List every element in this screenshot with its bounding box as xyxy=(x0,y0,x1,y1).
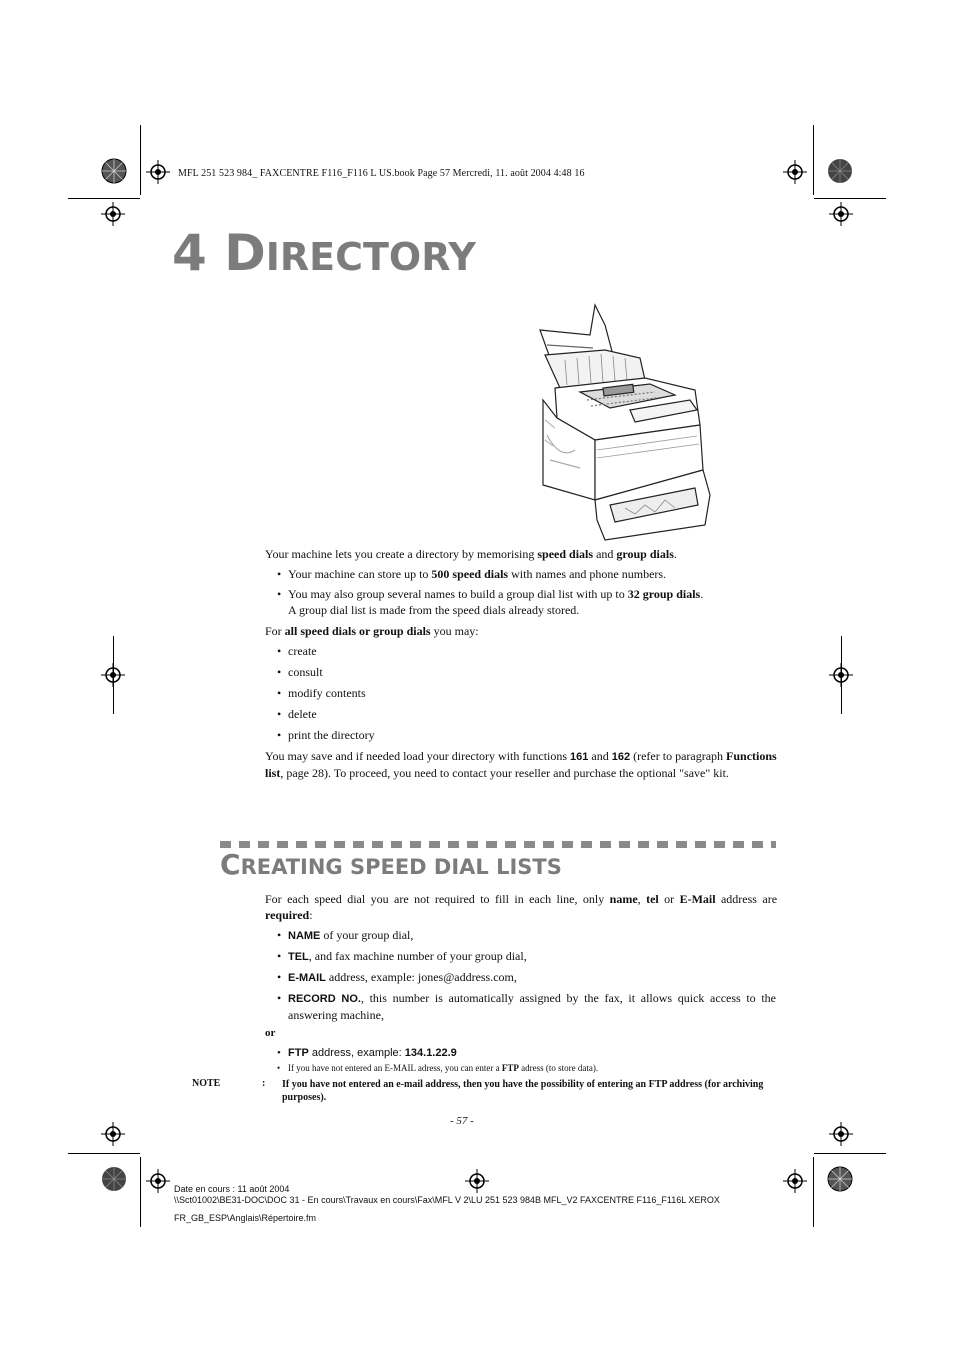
chapter-rest: IRECTORY xyxy=(265,235,476,279)
crop-mark xyxy=(140,1157,141,1227)
registration-mark-icon xyxy=(829,1122,853,1146)
fax-machine-illustration xyxy=(535,300,735,545)
crop-mark xyxy=(68,1153,140,1154)
registration-mark-icon xyxy=(783,1169,807,1193)
color-rosette-icon xyxy=(101,158,127,184)
crop-mark xyxy=(140,125,141,195)
section-divider xyxy=(220,841,776,848)
registration-mark-icon xyxy=(101,1122,125,1146)
registration-mark-icon xyxy=(829,202,853,226)
note-label: NOTE xyxy=(192,1078,221,1089)
crop-mark xyxy=(813,1157,814,1227)
registration-mark-icon xyxy=(829,663,853,687)
intro-paragraph: Your machine lets you create a directory by memorising speed dials and group dials. xyxy=(265,547,677,561)
page-number: - 57 - xyxy=(450,1115,474,1127)
crop-mark xyxy=(814,1153,886,1154)
registration-mark-icon xyxy=(146,160,170,184)
save-paragraph: You may save and if needed load your directory with functions 161 and 162 (refer to paragraph Functions list, page 28). To proceed, you need to contact your reseller and purchase the optional "save" kit. xyxy=(265,749,777,780)
crop-mark xyxy=(814,198,886,199)
registration-mark-icon xyxy=(465,1169,489,1193)
note-colon: : xyxy=(262,1078,266,1089)
footer-path: \\Sct01002\BE31-DOC\DOC 31 - En cours\Travaux en cours\Fax\MFL V 2\LU 251 523 984B MFL_V2 FAXCENTRE F116_F116L XEROX xyxy=(174,1195,720,1205)
note-text: If you have not entered an e-mail address, then you have the possibility of entering an FTP address (for archiving purposes). xyxy=(282,1079,764,1103)
footer-date: Date en cours : 11 août 2004 xyxy=(174,1184,290,1194)
color-rosette-icon xyxy=(101,1166,127,1192)
book-header: MFL 251 523 984_ FAXCENTRE F116_F116 L US.book Page 57 Mercredi, 11. août 2004 4:48 16 xyxy=(178,168,585,179)
section-paragraph: For each speed dial you are not required to fill in each line, only name, tel or E-Mail address are required: xyxy=(265,892,778,922)
footer-file: FR_GB_ESP\Anglais\Répertoire.fm xyxy=(174,1213,317,1223)
registration-mark-icon xyxy=(146,1169,170,1193)
or-label: or xyxy=(265,1027,276,1039)
chapter-number: 4 xyxy=(172,224,207,282)
color-rosette-icon xyxy=(827,1166,853,1192)
crop-mark xyxy=(813,125,814,195)
registration-mark-icon xyxy=(101,202,125,226)
color-rosette-icon xyxy=(827,158,853,184)
chapter-title xyxy=(172,224,476,282)
registration-mark-icon xyxy=(783,160,807,184)
crop-mark xyxy=(68,198,140,199)
actions-intro: For all speed dials or group dials you may: xyxy=(265,624,479,638)
section-title: CREATING SPEED DIAL LISTS xyxy=(220,848,562,881)
registration-mark-icon xyxy=(101,663,125,687)
chapter-initial: D xyxy=(224,224,266,282)
